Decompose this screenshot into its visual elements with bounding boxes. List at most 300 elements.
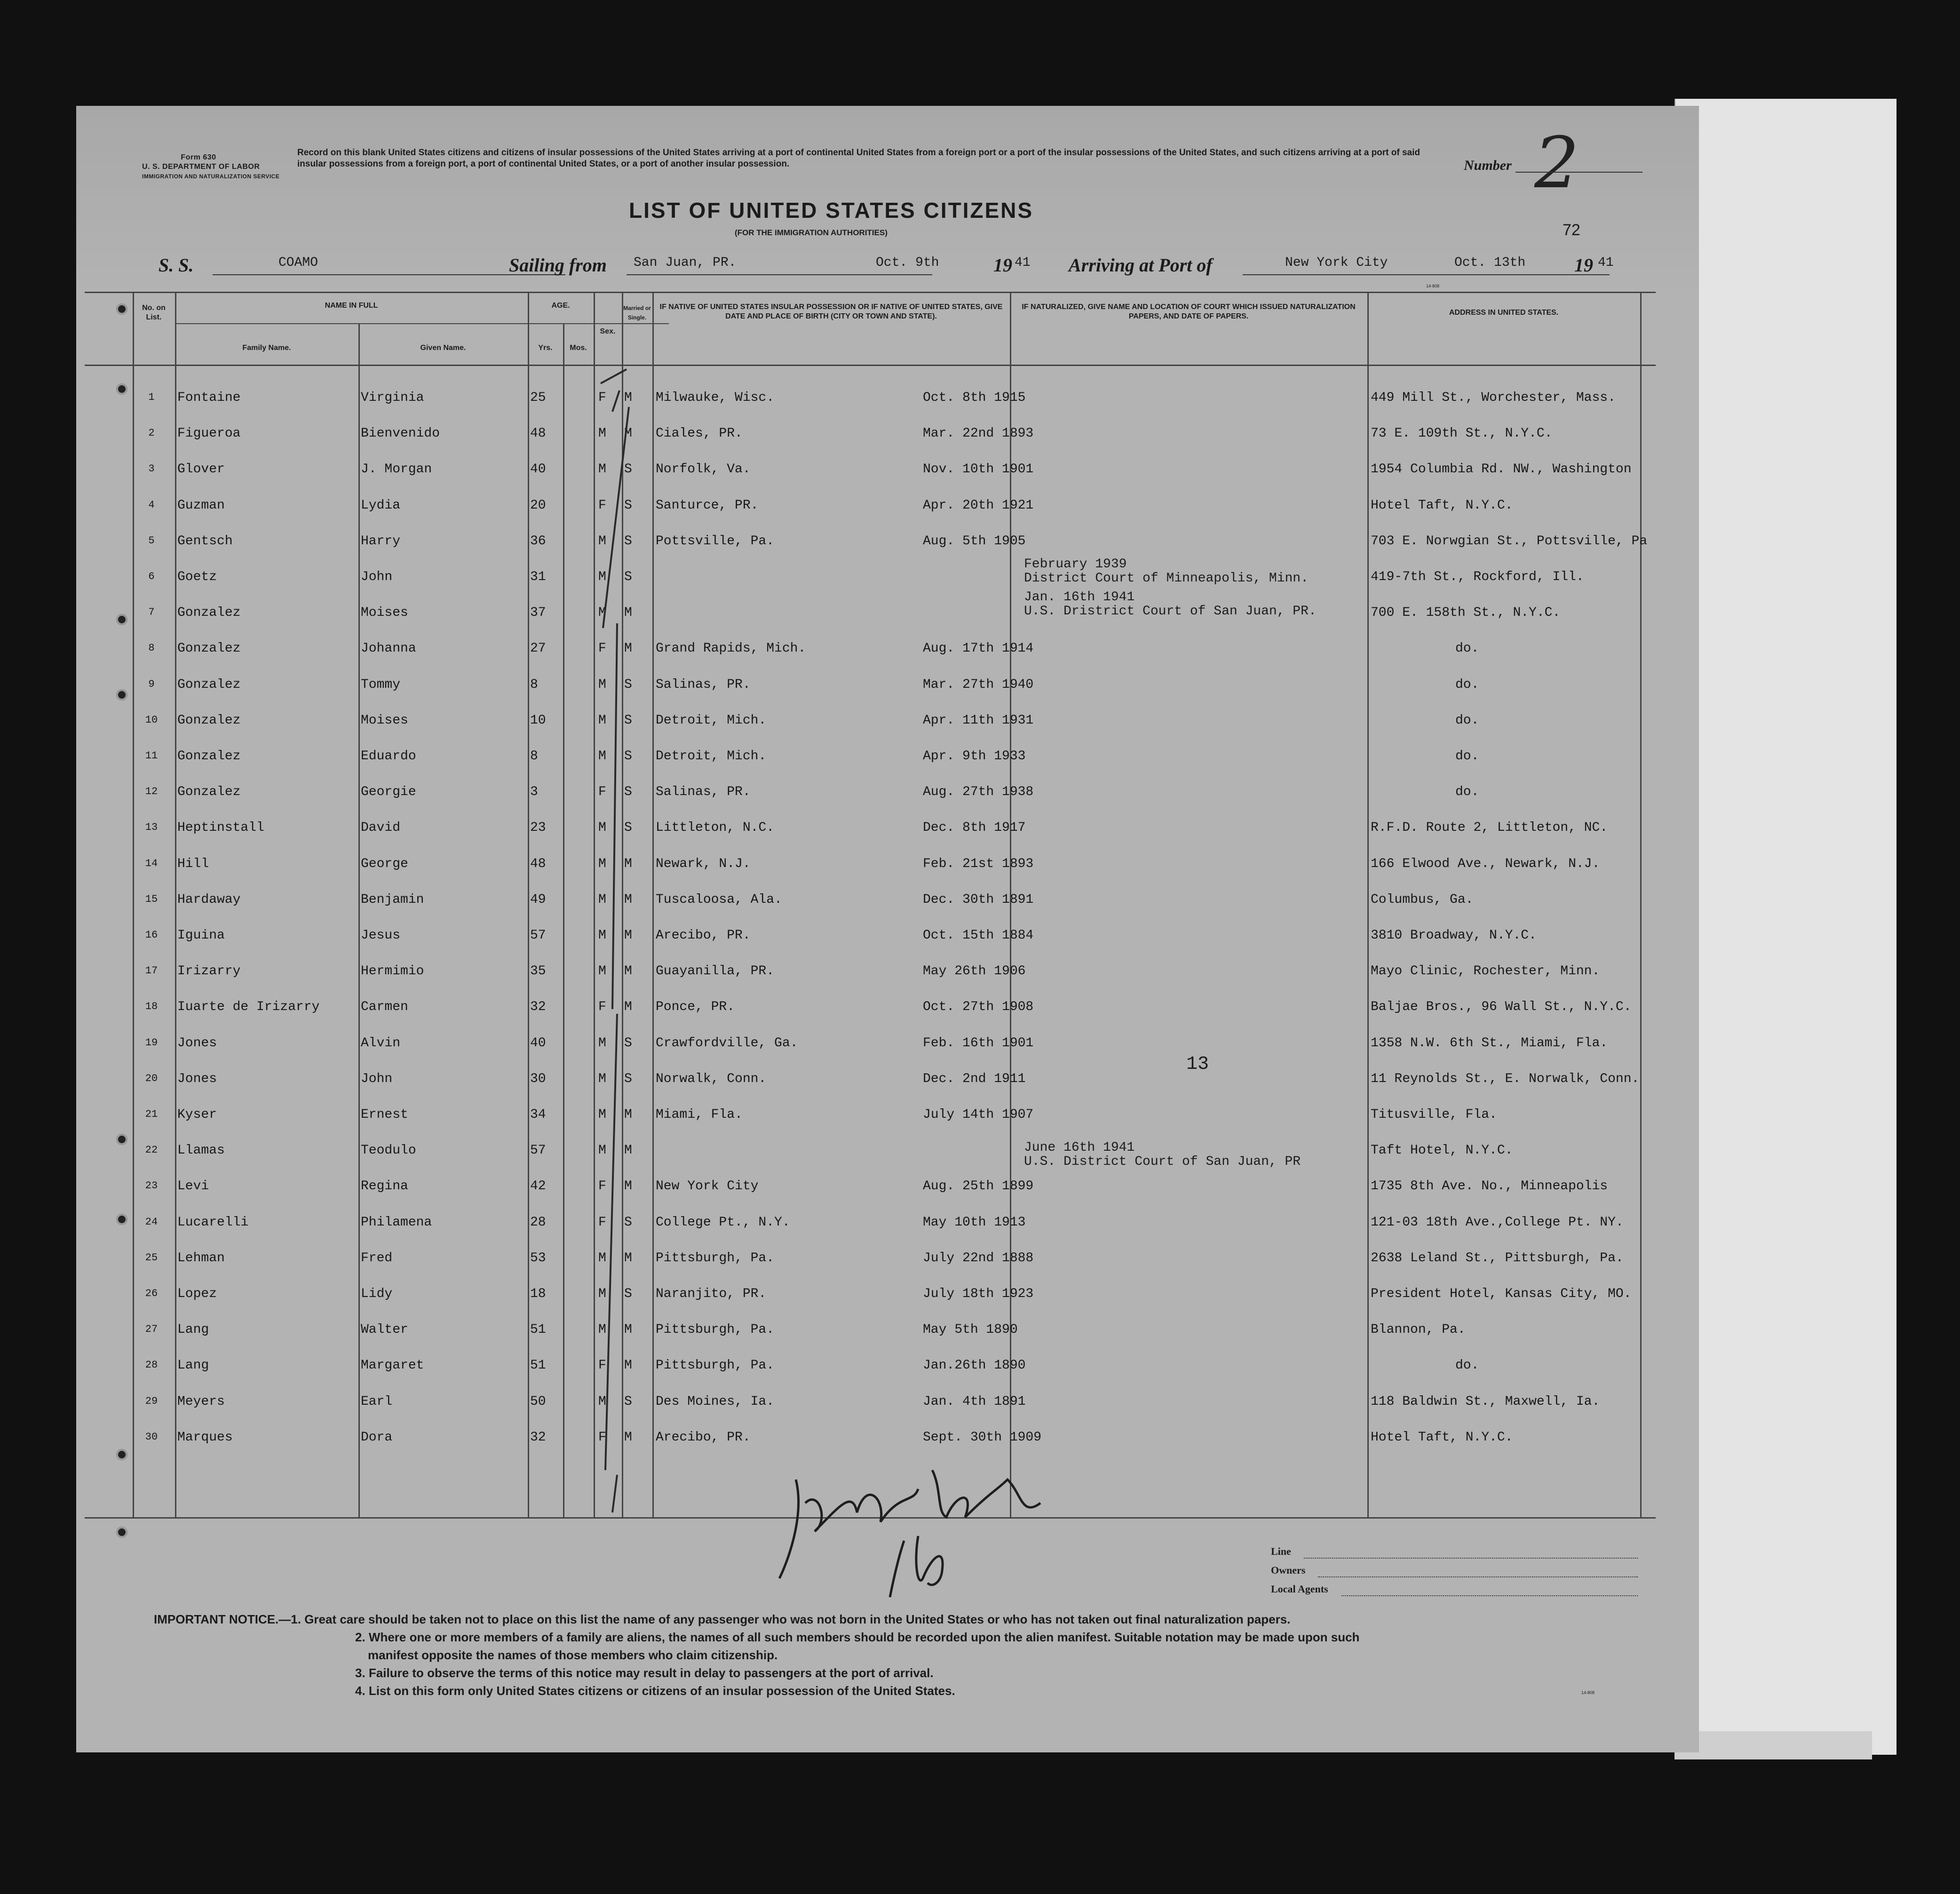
handwritten-signature — [777, 1461, 1069, 1602]
row-number: 13 — [145, 821, 158, 833]
row-number: 3 — [148, 463, 155, 475]
stamp-number: 72 — [1563, 221, 1580, 239]
given-name: J. Morgan — [361, 462, 432, 477]
sailing-year: 41 — [1015, 255, 1031, 270]
family-name: Gonzalez — [177, 785, 241, 799]
address: President Hotel, Kansas City, MO. — [1371, 1287, 1632, 1301]
age-years: 18 — [530, 1287, 546, 1301]
given-name: Hermimio — [361, 964, 424, 979]
given-name: Moises — [361, 713, 408, 728]
family-name: Meyers — [177, 1394, 225, 1409]
birth-place: Grand Rapids, Mich. — [656, 641, 806, 656]
birth-date: Dec. 30th 1891 — [923, 892, 1034, 907]
address: Mayo Clinic, Rochester, Minn. — [1371, 964, 1600, 979]
family-name: Guzman — [177, 498, 225, 513]
family-name: Jones — [177, 1072, 217, 1086]
row-number: 16 — [145, 929, 158, 941]
birth-place: Norwalk, Conn. — [656, 1072, 767, 1086]
arriving-port: New York City — [1285, 255, 1388, 270]
birth-date: Oct. 8th 1915 — [923, 390, 1026, 405]
family-name: Lang — [177, 1358, 209, 1373]
address: 449 Mill St., Worchester, Mass. — [1371, 390, 1616, 405]
birth-date: Mar. 22nd 1893 — [923, 426, 1034, 441]
address: 2638 Leland St., Pittsburgh, Pa. — [1371, 1251, 1624, 1265]
given-name: Lydia — [361, 498, 401, 513]
row-number: 1 — [148, 391, 155, 403]
ss-label: S. S. — [159, 255, 194, 276]
form-number: Form 630 — [181, 153, 216, 161]
address: 700 E. 158th St., N.Y.C. — [1371, 605, 1561, 620]
row-number: 23 — [145, 1180, 158, 1192]
row-number: 7 — [148, 606, 155, 618]
age-years: 30 — [530, 1072, 546, 1086]
birth-date: Oct. 27th 1908 — [923, 1000, 1034, 1014]
birth-place: Arecibo, PR. — [656, 928, 751, 943]
sex: M — [598, 1287, 606, 1301]
marital-status: S — [624, 1036, 632, 1050]
age-years: 57 — [530, 1143, 546, 1158]
birth-date: Apr. 9th 1933 — [923, 749, 1026, 764]
birth-date: Apr. 11th 1931 — [923, 713, 1034, 728]
sex: M — [598, 1072, 606, 1086]
given-name: Jesus — [361, 928, 401, 943]
family-name: Llamas — [177, 1143, 225, 1158]
row-number: 4 — [148, 499, 155, 511]
arriving-year-prefix: 19 — [1574, 255, 1593, 276]
family-name: Lehman — [177, 1251, 225, 1265]
address: 1358 N.W. 6th St., Miami, Fla. — [1371, 1036, 1608, 1050]
marital-status: S — [624, 534, 632, 549]
birth-place: Ponce, PR. — [656, 1000, 735, 1014]
marital-status: M — [624, 857, 632, 871]
marital-status: M — [624, 1000, 632, 1014]
age-years: 57 — [530, 928, 546, 943]
rear-sheet — [1674, 99, 1897, 1755]
marital-status: S — [624, 785, 632, 799]
age-years: 35 — [530, 964, 546, 979]
age-years: 10 — [530, 713, 546, 728]
given-name: Harry — [361, 534, 401, 549]
col-given-name: Given Name. — [420, 344, 466, 352]
col-age: AGE. — [551, 302, 570, 310]
sex: M — [598, 857, 606, 871]
given-name: Earl — [361, 1394, 393, 1409]
birth-place: Salinas, PR. — [656, 785, 751, 799]
given-name: Carmen — [361, 1000, 408, 1014]
given-name: Walter — [361, 1322, 408, 1337]
marital-status: M — [624, 1107, 632, 1122]
sheet-code: 14-808 — [1426, 284, 1440, 288]
line-label: Line — [1271, 1545, 1291, 1557]
sex: M — [598, 1143, 606, 1158]
marital-status: M — [624, 892, 632, 907]
family-name: Gonzalez — [177, 677, 241, 692]
manifest-page — [76, 106, 1699, 1752]
age-years: 48 — [530, 426, 546, 441]
row-number: 6 — [148, 571, 155, 582]
marital-status: S — [624, 570, 632, 584]
birth-date: May 5th 1890 — [923, 1322, 1018, 1337]
age-years: 51 — [530, 1322, 546, 1337]
sex: F — [598, 1358, 606, 1373]
marital-status: M — [624, 1143, 632, 1158]
row-number: 21 — [145, 1108, 158, 1120]
sex: M — [598, 534, 606, 549]
sex: F — [598, 1179, 606, 1194]
number-label: Number — [1464, 158, 1512, 173]
birth-date: Mar. 27th 1940 — [923, 677, 1034, 692]
birth-date: Aug. 17th 1914 — [923, 641, 1034, 656]
age-years: 36 — [530, 534, 546, 549]
birth-place: New York City — [656, 1179, 759, 1194]
address: 1735 8th Ave. No., Minneapolis — [1371, 1179, 1608, 1194]
family-name: Gonzalez — [177, 749, 241, 764]
given-name: Dora — [361, 1430, 393, 1445]
sex: F — [598, 1430, 606, 1445]
age-years: 28 — [530, 1215, 546, 1230]
ship-name: COAMO — [278, 255, 318, 270]
sex: M — [598, 1036, 606, 1050]
sex: M — [598, 677, 606, 692]
family-name: Irizarry — [177, 964, 241, 979]
notice-2b: manifest opposite the names of those members who claim citizenship. — [368, 1648, 778, 1662]
row-number: 27 — [145, 1323, 158, 1335]
birth-date: Aug. 27th 1938 — [923, 785, 1034, 799]
family-name: Kyser — [177, 1107, 217, 1122]
family-name: Fontaine — [177, 390, 241, 405]
notice-3: 3. Failure to observe the terms of this notice may result in delay to passengers at the port of arrival. — [355, 1666, 934, 1680]
sex: M — [598, 1107, 606, 1122]
birth-place: Pittsburgh, Pa. — [656, 1322, 775, 1337]
given-name: Virginia — [361, 390, 424, 405]
address: 419-7th St., Rockford, Ill. — [1371, 570, 1584, 584]
address: 3810 Broadway, N.Y.C. — [1371, 928, 1537, 943]
sailing-year-prefix: 19 — [993, 255, 1012, 276]
address: R.F.D. Route 2, Littleton, NC. — [1371, 820, 1608, 835]
birth-date: Aug. 5th 1905 — [923, 534, 1026, 549]
row-number: 12 — [145, 786, 158, 797]
owners-label: Owners — [1271, 1564, 1306, 1576]
address: Taft Hotel, N.Y.C. — [1371, 1143, 1513, 1158]
birth-place: Newark, N.J. — [656, 857, 751, 871]
notice-1: —1. Great care should be taken not to place on this list the name of any passenger who was not born in the United States or who has not taken out final naturalization papers. — [278, 1612, 1291, 1626]
birth-place: Littleton, N.C. — [656, 820, 775, 835]
birth-place: Crawfordville, Ga. — [656, 1036, 798, 1050]
address: 11 Reynolds St., E. Norwalk, Conn. — [1371, 1072, 1640, 1086]
sex: M — [598, 605, 606, 620]
col-mos: Mos. — [570, 344, 587, 352]
page-subtitle: (FOR THE IMMIGRATION AUTHORITIES) — [735, 228, 888, 237]
page-title: LIST OF UNITED STATES CITIZENS — [629, 198, 1034, 223]
address: do. — [1455, 641, 1479, 656]
family-name: Figueroa — [177, 426, 241, 441]
family-name: Lucarelli — [177, 1215, 249, 1230]
birth-place: Guayanilla, PR. — [656, 964, 775, 979]
age-years: 34 — [530, 1107, 546, 1122]
given-name: Eduardo — [361, 749, 416, 764]
address: Hotel Taft, N.Y.C. — [1371, 498, 1513, 513]
birth-place: Arecibo, PR. — [656, 1430, 751, 1445]
marital-status: M — [624, 605, 632, 620]
given-name: John — [361, 570, 393, 584]
sailing-date: Oct. 9th — [876, 255, 939, 270]
list-number: 2 — [1534, 122, 1579, 204]
age-years: 8 — [530, 677, 538, 692]
address: Columbus, Ga. — [1371, 892, 1474, 907]
marital-status: S — [624, 1287, 632, 1301]
marital-status: M — [624, 1179, 632, 1194]
birth-date: July 18th 1923 — [923, 1287, 1034, 1301]
given-name: Philamena — [361, 1215, 432, 1230]
address: 703 E. Norwgian St., Pottsville, Pa — [1371, 534, 1648, 549]
row-number: 18 — [145, 1001, 158, 1012]
footer-code: 14-808 — [1581, 1690, 1595, 1695]
family-name: Lang — [177, 1322, 209, 1337]
given-name: Regina — [361, 1179, 408, 1194]
row-number: 28 — [145, 1359, 158, 1371]
birth-place: Ciales, PR. — [656, 426, 743, 441]
sex: M — [598, 892, 606, 907]
address: 118 Baldwin St., Maxwell, Ia. — [1371, 1394, 1600, 1409]
department: U. S. DEPARTMENT OF LABOR — [142, 163, 260, 171]
birth-date: July 22nd 1888 — [923, 1251, 1034, 1265]
birth-date: Feb. 16th 1901 — [923, 1036, 1034, 1050]
given-name: George — [361, 857, 408, 871]
marital-status: M — [624, 1322, 632, 1337]
sailing-from-label: Sailing from — [509, 255, 607, 276]
row-number: 11 — [145, 750, 158, 762]
address: 166 Elwood Ave., Newark, N.J. — [1371, 857, 1600, 871]
sex: M — [598, 749, 606, 764]
birth-place: Miami, Fla. — [656, 1107, 743, 1122]
given-name: Moises — [361, 605, 408, 620]
marital-status: M — [624, 928, 632, 943]
address: do. — [1455, 749, 1479, 764]
address: do. — [1455, 785, 1479, 799]
sex: M — [598, 964, 606, 979]
age-years: 49 — [530, 892, 546, 907]
tick-marks — [76, 106, 1699, 1541]
sex: F — [598, 390, 606, 405]
family-name: Hardaway — [177, 892, 241, 907]
given-name: Johanna — [361, 641, 416, 656]
address: Baljae Bros., 96 Wall St., N.Y.C. — [1371, 1000, 1632, 1014]
address: 73 E. 109th St., N.Y.C. — [1371, 426, 1553, 441]
margin-number: 13 — [1186, 1054, 1209, 1075]
marital-status: S — [624, 498, 632, 513]
row-number: 22 — [145, 1144, 158, 1156]
given-name: John — [361, 1072, 393, 1086]
given-name: Georgie — [361, 785, 416, 799]
col-naturalized: IF NATURALIZED, GIVE NAME AND LOCATION OF COURT WHICH ISSUED NATURALIZATION PAPERS, AND DATE OF PAPERS. — [1022, 303, 1356, 320]
marital-status: S — [624, 713, 632, 728]
marital-status: M — [624, 390, 632, 405]
row-number: 19 — [145, 1037, 158, 1049]
sex: M — [598, 713, 606, 728]
birth-date: Oct. 15th 1884 — [923, 928, 1034, 943]
marital-status: M — [624, 1358, 632, 1373]
marital-status: S — [624, 462, 632, 477]
marital-status: M — [624, 1251, 632, 1265]
marital-status: S — [624, 749, 632, 764]
row-number: 15 — [145, 893, 158, 905]
notice-2: 2. Where one or more members of a family are aliens, the names of all such members should be recorded upon the alien manifest. Suitable notation may be made upon such — [355, 1630, 1360, 1644]
age-years: 32 — [530, 1430, 546, 1445]
address: do. — [1455, 677, 1479, 692]
given-name: David — [361, 820, 401, 835]
row-number: 10 — [145, 714, 158, 726]
row-number: 8 — [148, 642, 155, 654]
notice-heading: IMPORTANT NOTICE. — [154, 1612, 279, 1626]
family-name: Jones — [177, 1036, 217, 1050]
col-birth: IF NATIVE OF UNITED STATES INSULAR POSSESSION OR IF NATIVE OF UNITED STATES, GIVE DATE AND PLACE OF BIRTH (CITY OR TOWN AND STATE). — [659, 303, 1003, 320]
given-name: Lidy — [361, 1287, 393, 1301]
row-number: 20 — [145, 1073, 158, 1084]
sex: F — [598, 785, 606, 799]
marital-status: S — [624, 1072, 632, 1086]
address: 121-03 18th Ave.,College Pt. NY. — [1371, 1215, 1624, 1230]
family-name: Goetz — [177, 570, 217, 584]
birth-place: Pittsburgh, Pa. — [656, 1251, 775, 1265]
col-address: ADDRESS IN UNITED STATES. — [1449, 309, 1559, 317]
age-years: 8 — [530, 749, 538, 764]
family-name: Iguina — [177, 928, 225, 943]
marital-status: M — [624, 641, 632, 656]
age-years: 25 — [530, 390, 546, 405]
notice-4: 4. List on this form only United States citizens or citizens of an insular possession of the United States. — [355, 1684, 955, 1698]
birth-place: Des Moines, Ia. — [656, 1394, 775, 1409]
agents-label: Local Agents — [1271, 1583, 1328, 1595]
age-years: 31 — [530, 570, 546, 584]
family-name: Marques — [177, 1430, 233, 1445]
row-number: 5 — [148, 535, 155, 547]
marital-status: S — [624, 677, 632, 692]
age-years: 42 — [530, 1179, 546, 1194]
family-name: Levi — [177, 1179, 209, 1194]
address: Blannon, Pa. — [1371, 1322, 1466, 1337]
given-name: Ernest — [361, 1107, 408, 1122]
row-number: 14 — [145, 858, 158, 869]
col-no: No. on List. — [142, 304, 166, 321]
age-years: 23 — [530, 820, 546, 835]
given-name: Margaret — [361, 1358, 424, 1373]
marital-status: S — [624, 1394, 632, 1409]
row-number: 9 — [148, 678, 155, 690]
col-married: Married or Single. — [623, 305, 651, 321]
row-number: 25 — [145, 1252, 158, 1264]
row-number: 2 — [148, 427, 155, 439]
marital-status: M — [624, 426, 632, 441]
given-name: Alvin — [361, 1036, 401, 1050]
col-sex: Sex. — [600, 327, 616, 335]
birth-date: Aug. 25th 1899 — [923, 1179, 1034, 1194]
sex: F — [598, 1215, 606, 1230]
important-notice — [154, 1610, 1359, 1700]
birth-date: Dec. 8th 1917 — [923, 820, 1026, 835]
birth-place: Norfolk, Va. — [656, 462, 751, 477]
sailing-from: San Juan, PR. — [634, 255, 737, 270]
rear-sheet-edge — [1674, 1731, 1872, 1759]
age-years: 53 — [530, 1251, 546, 1265]
form-instructions: Record on this blank United States citizens and citizens of insular possessions of the United States arriving at a port of continental United States from a foreign port or a port of the insular possessions of the United States, and such citizens arriving at a port of said insular possessions from a foreign port, a port of continental United States, or a port of another insular possession. — [297, 148, 1420, 169]
naturalization-note-llamas: June 16th 1941 U.S. District Court of San Juan, PR — [1024, 1140, 1301, 1169]
arriving-label: Arriving at Port of — [1069, 255, 1213, 276]
sex: M — [598, 928, 606, 943]
naturalization-note-gonzalez: Jan. 16th 1941 U.S. Dristrict Court of San Juan, PR. — [1024, 590, 1317, 619]
naturalization-note-goetz: February 1939 District Court of Minneapolis, Minn. — [1024, 557, 1309, 586]
age-years: 51 — [530, 1358, 546, 1373]
sex: F — [598, 498, 606, 513]
birth-place: Pottsville, Pa. — [656, 534, 775, 549]
birth-place: College Pt., N.Y. — [656, 1215, 790, 1230]
birth-place: Tuscaloosa, Ala. — [656, 892, 782, 907]
age-years: 3 — [530, 785, 538, 799]
service: IMMIGRATION AND NATURALIZATION SERVICE — [142, 173, 280, 180]
given-name: Tommy — [361, 677, 401, 692]
sex: M — [598, 1322, 606, 1337]
arriving-date: Oct. 13th — [1454, 255, 1526, 270]
given-name: Fred — [361, 1251, 393, 1265]
address: 1954 Columbia Rd. NW., Washington — [1371, 462, 1632, 477]
age-years: 37 — [530, 605, 546, 620]
family-name: Gonzalez — [177, 605, 241, 620]
col-name-in-full: NAME IN FULL — [325, 302, 378, 310]
family-name: Glover — [177, 462, 225, 477]
birth-place: Santurce, PR. — [656, 498, 759, 513]
birth-place: Detroit, Mich. — [656, 713, 767, 728]
arriving-year: 41 — [1598, 255, 1614, 270]
age-years: 32 — [530, 1000, 546, 1014]
address: Titusville, Fla. — [1371, 1107, 1497, 1122]
birth-date: Nov. 10th 1901 — [923, 462, 1034, 477]
birth-date: Apr. 20th 1921 — [923, 498, 1034, 513]
age-years: 40 — [530, 1036, 546, 1050]
birth-date: May 26th 1906 — [923, 964, 1026, 979]
age-years: 48 — [530, 857, 546, 871]
marital-status: M — [624, 1430, 632, 1445]
col-family-name: Family Name. — [242, 344, 291, 352]
birth-date: Dec. 2nd 1911 — [923, 1072, 1026, 1086]
row-number: 17 — [145, 965, 158, 977]
address: do. — [1455, 1358, 1479, 1373]
sex: F — [598, 641, 606, 656]
family-name: Heptinstall — [177, 820, 264, 835]
sex: M — [598, 426, 606, 441]
family-name: Gonzalez — [177, 713, 241, 728]
address: Hotel Taft, N.Y.C. — [1371, 1430, 1513, 1445]
col-yrs: Yrs. — [538, 344, 553, 352]
family-name: Lopez — [177, 1287, 217, 1301]
given-name: Benjamin — [361, 892, 424, 907]
sex: M — [598, 1251, 606, 1265]
row-number: 30 — [145, 1431, 158, 1443]
birth-place: Milwauke, Wisc. — [656, 390, 775, 405]
birth-place: Detroit, Mich. — [656, 749, 767, 764]
family-name: Iuarte de Irizarry — [177, 1000, 320, 1014]
birth-place: Naranjito, PR. — [656, 1287, 767, 1301]
marital-status: M — [624, 964, 632, 979]
birth-place: Pittsburgh, Pa. — [656, 1358, 775, 1373]
birth-date: Jan. 4th 1891 — [923, 1394, 1026, 1409]
family-name: Gonzalez — [177, 641, 241, 656]
family-name: Gentsch — [177, 534, 233, 549]
birth-date: May 10th 1913 — [923, 1215, 1026, 1230]
sex: M — [598, 462, 606, 477]
family-name: Hill — [177, 857, 209, 871]
row-number: 26 — [145, 1288, 158, 1299]
age-years: 40 — [530, 462, 546, 477]
given-name: Teodulo — [361, 1143, 416, 1158]
